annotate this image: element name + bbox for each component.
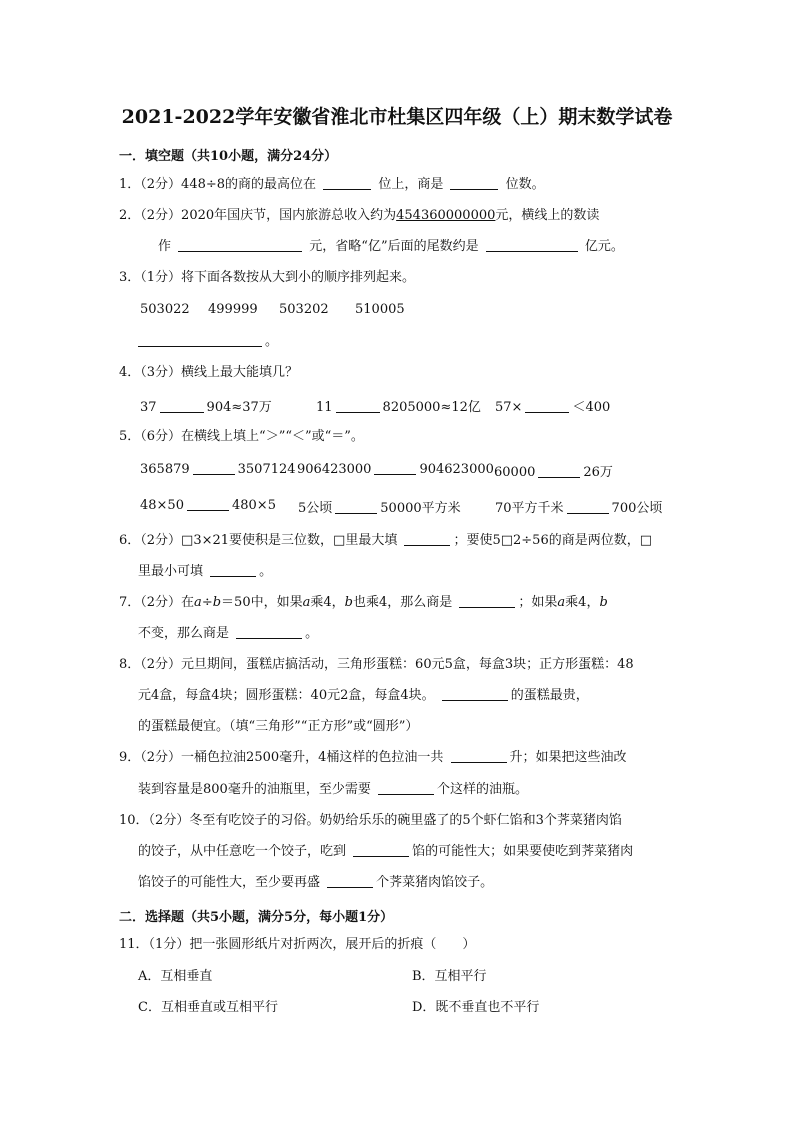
- compare-item: 365879 3507124: [140, 462, 296, 477]
- estimate-item: 11 8205000≈12亿: [316, 400, 481, 415]
- answer-blank[interactable]: [335, 500, 377, 514]
- section-fill-in-heading: 一．填空题（共10小题，满分24分）: [119, 149, 338, 164]
- compare-row-1: [140, 461, 660, 479]
- section-choice-heading: 二．选择题（共5小题，满分5分，每小题1分）: [119, 910, 394, 925]
- choice-option-b[interactable]: B．互相平行: [412, 969, 487, 984]
- compare-item: 70平方千米 700公顷: [495, 501, 663, 516]
- question-8: 8．（2分）元旦期间，蛋糕店搞活动，三角形蛋糕：60元5盒，每盒3块；正方形蛋糕：48: [119, 657, 634, 672]
- question-8-continued: 的蛋糕最便宜。（填“三角形”“正方形”或“圆形”）: [138, 719, 419, 734]
- answer-blank[interactable]: [336, 399, 380, 413]
- answer-blank[interactable]: [451, 749, 507, 763]
- answer-blank[interactable]: [567, 500, 609, 514]
- answer-blank[interactable]: [538, 464, 580, 478]
- number-item: 503202: [279, 302, 329, 317]
- question-11: 11．（1分）把一张圆形纸片对折两次，展开后的折痕（ ）: [119, 937, 476, 952]
- answer-blank[interactable]: [404, 532, 450, 546]
- answer-blank[interactable]: [442, 687, 508, 701]
- compare-item: 48×50 480×5: [140, 498, 276, 513]
- question-1: 1．（2分）448÷8的商的最高位在 位上，商是 位数。: [119, 177, 545, 192]
- question-5: 5．（6分）在横线上填上“＞”“＜”或“＝”。: [119, 429, 364, 444]
- answer-blank[interactable]: [327, 874, 373, 888]
- answer-blank[interactable]: [210, 563, 256, 577]
- number-item: 499999: [208, 302, 258, 317]
- answer-blank[interactable]: [178, 238, 302, 252]
- answer-blank[interactable]: [187, 497, 229, 511]
- compare-item: 5公顷 50000平方米: [298, 501, 461, 516]
- compare-row-2: [140, 497, 680, 515]
- question-10: 10．（2分）冬至有吃饺子的习俗。奶奶给乐乐的碗里盛了的5个虾仁馅和3个荠菜猪肉馅: [119, 813, 622, 828]
- compare-item: 60000 26万: [494, 465, 613, 480]
- question-3: 3．（1分）将下面各数按从大到小的顺序排列起来。: [119, 270, 416, 285]
- underlined-number: 454360000000: [396, 208, 496, 223]
- estimate-item: 57× ＜400: [495, 400, 611, 415]
- question-2-continued: 作 元，省略“亿”后面的尾数约是 亿元。: [158, 239, 624, 254]
- answer-blank[interactable]: [323, 176, 371, 190]
- answer-blank[interactable]: [378, 781, 434, 795]
- answer-blank[interactable]: [138, 333, 262, 347]
- answer-blank[interactable]: [374, 461, 416, 475]
- question-6-continued: 里最小可填 。: [138, 564, 273, 579]
- question-6: 6．（2分）□3×21要使积是三位数，□里最大填 ；要使5□2÷56的商是两位数，□: [119, 533, 653, 548]
- answer-blank[interactable]: [236, 625, 302, 639]
- number-item: 503022: [140, 302, 190, 317]
- question-10-continued: 的饺子，从中任意吃一个饺子，吃到 馅的可能性大；如果要使吃到荠菜猪肉: [138, 844, 634, 859]
- number-item: 510005: [355, 302, 405, 317]
- question-7: 7．（2分）在a÷b＝50中，如果a乘4，b也乘4，那么商是 ；如果a乘4，b: [119, 595, 608, 610]
- estimate-item: 37 904≈37万: [140, 400, 272, 415]
- question-9: 9．（2分）一桶色拉油2500毫升，4桶这样的色拉油一共 升；如果把这些油改: [119, 750, 627, 765]
- question-7-continued: 不变，那么商是 。: [138, 626, 319, 641]
- question-8-continued: 元4盒，每盒4块；圆形蛋糕：40元2盒，每盒4块。 的蛋糕最贵，: [138, 688, 589, 703]
- question-4: 4．（3分）横线上最大能填几？: [119, 365, 299, 380]
- choice-option-d[interactable]: D．既不垂直也不平行: [412, 1000, 540, 1015]
- answer-blank[interactable]: [525, 399, 569, 413]
- choice-option-a[interactable]: A．互相垂直: [138, 969, 213, 984]
- answer-blank[interactable]: [450, 176, 498, 190]
- answer-blank[interactable]: [160, 399, 204, 413]
- page-title: 2021-2022学年安徽省淮北市杜集区四年级（上）期末数学试卷: [121, 106, 673, 128]
- question-9-continued: 装到容量是800毫升的油瓶里，至少需要 个这样的油瓶。: [138, 782, 528, 797]
- number-list: [140, 302, 540, 320]
- compare-item: 906423000 904623000: [297, 462, 494, 477]
- question-2: 2．（2分）2020年国庆节，国内旅游总收入约为454360000000元，横线上的数读: [119, 208, 600, 223]
- question-10-continued: 馅饺子的可能性大，至少要再盛 个荠菜猪肉馅饺子。: [138, 875, 494, 890]
- choice-option-c[interactable]: C．互相垂直或互相平行: [138, 1000, 278, 1015]
- answer-blank[interactable]: [486, 238, 578, 252]
- answer-blank[interactable]: [459, 594, 515, 608]
- question-4-items: [140, 396, 640, 414]
- answer-blank[interactable]: [353, 843, 409, 857]
- answer-blank[interactable]: [193, 461, 235, 475]
- question-3-answer: 。: [138, 333, 278, 351]
